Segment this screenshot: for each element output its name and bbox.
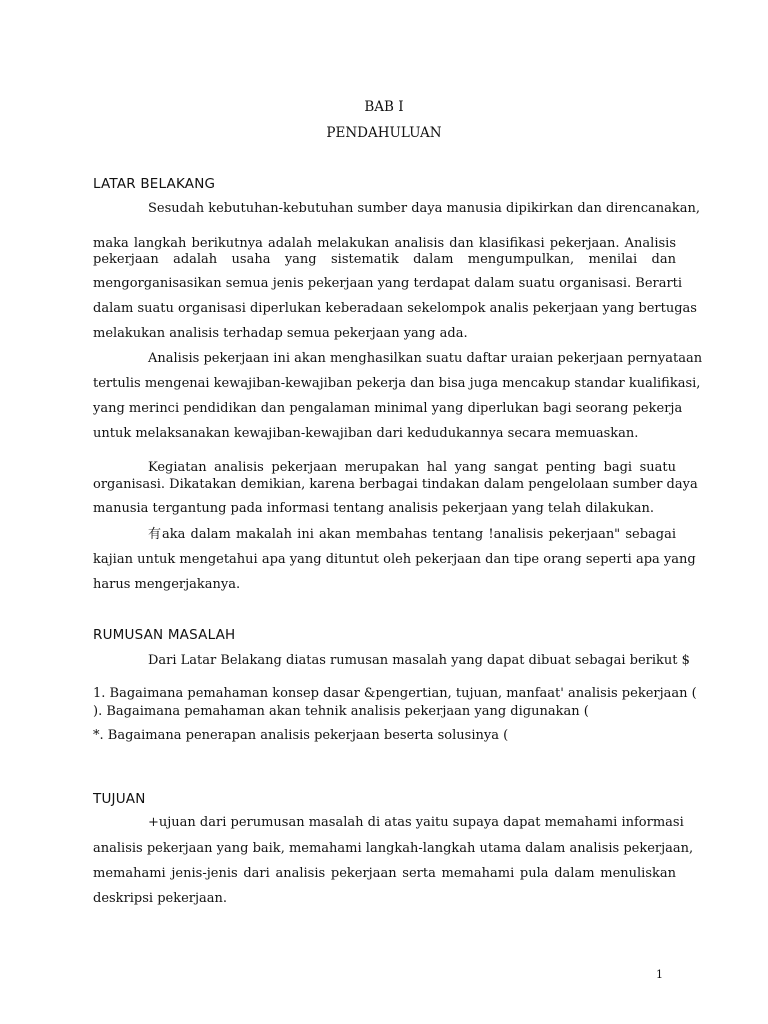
paragraph-line: melakukan analisis terhadap semua pekerjaan yang ada. [93,326,468,341]
paragraph-line: Kegiatan analisis pekerjaan merupakan hal yang sangat penting bagi suatu [148,460,676,475]
heading-tujuan: TUJUAN [93,791,146,807]
paragraph-line: dalam suatu organisasi diperlukan keberadaan sekelompok analis pekerjaan yang bertugas [93,301,697,316]
rumusan-intro: Dari Latar Belakang diatas rumusan masalah yang dapat dibuat sebagai berikut $ [148,653,690,668]
paragraph-line: kajian untuk mengetahui apa yang dituntut oleh pekerjaan dan tipe orang seperti apa yang [93,552,696,567]
page-number: 1 [656,968,663,981]
paragraph-line: +ujuan dari perumusan masalah di atas yaitu supaya dapat memahami informasi [148,815,684,830]
paragraph-line: analisis pekerjaan yang baik, memahami langkah-langkah utama dalam analisis pekerjaan, [93,841,694,856]
heading-latar-belakang: LATAR BELAKANG [93,176,216,192]
rumusan-item: 1. Bagaimana pemahaman konsep dasar &pengertian, tujuan, manfaat' analisis pekerjaan ( [93,686,697,701]
paragraph-line: 有aka dalam makalah ini akan membahas tentang !analisis pekerjaan" sebagai [148,527,676,542]
paragraph-line: Analisis pekerjaan ini akan menghasilkan suatu daftar uraian pekerjaan pernyataan [148,351,703,366]
chapter-number: BAB I [364,99,404,115]
chapter-title: PENDAHULUAN [326,125,442,141]
rumusan-item: *. Bagaimana penerapan analisis pekerjaan beserta solusinya ( [93,728,509,743]
paragraph-line: maka langkah berikutnya adalah melakukan analisis dan klasifikasi pekerjaan. Analisis [93,236,676,251]
paragraph-line: harus mengerjakanya. [93,577,241,592]
paragraph-line: tertulis mengenai kewajiban-kewajiban pekerja dan bisa juga mencakup standar kualifikasi, [93,376,701,391]
paragraph-line: manusia tergantung pada informasi tentang analisis pekerjaan yang telah dilakukan. [93,501,655,516]
paragraph-line: deskripsi pekerjaan. [93,891,228,906]
paragraph-line: pekerjaan adalah usaha yang sistematik dalam mengumpulkan, menilai dan [93,252,676,267]
paragraph-line: mengorganisasikan semua jenis pekerjaan yang terdapat dalam suatu organisasi. Berarti [93,276,683,291]
paragraph-line: yang merinci pendidikan dan pengalaman minimal yang diperlukan bagi seorang pekerja [93,401,683,416]
paragraph-line: Sesudah kebutuhan-kebutuhan sumber daya manusia dipikirkan dan direncanakan, [148,201,700,216]
heading-rumusan-masalah: RUMUSAN MASALAH [93,627,236,643]
rumusan-item: ). Bagaimana pemahaman akan tehnik analisis pekerjaan yang digunakan ( [93,704,589,719]
paragraph-line: untuk melaksanakan kewajiban-kewajiban dari kedudukannya secara memuaskan. [93,426,639,441]
paragraph-line: memahami jenis-jenis dari analisis pekerjaan serta memahami pula dalam menuliskan [93,866,676,881]
paragraph-line: organisasi. Dikatakan demikian, karena berbagai tindakan dalam pengelolaan sumber daya [93,477,698,492]
